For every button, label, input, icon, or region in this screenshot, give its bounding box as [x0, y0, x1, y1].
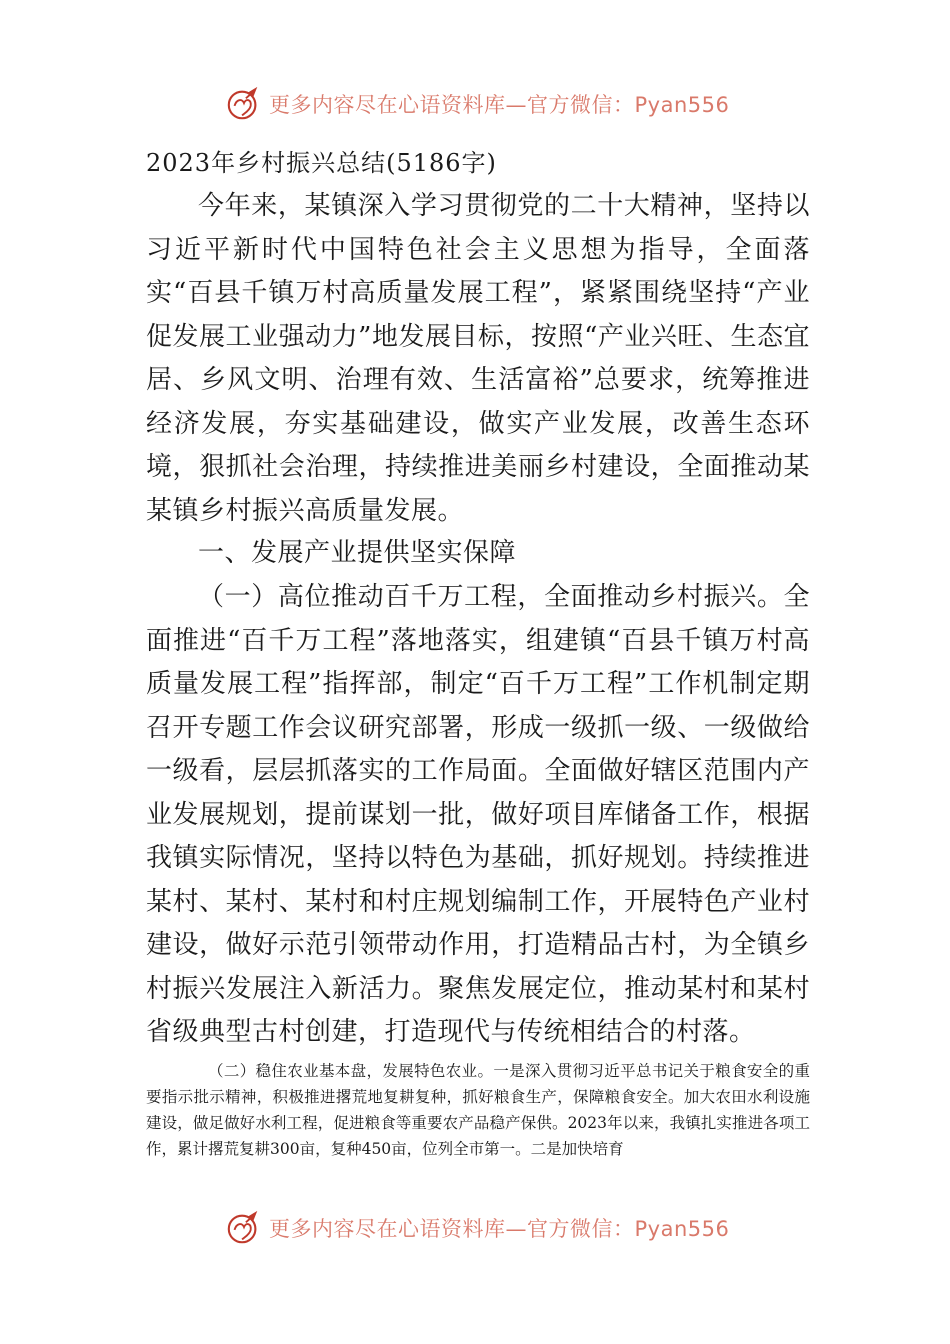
pen-heart-logo-icon	[225, 85, 263, 123]
section-heading-1: 一、发展产业提供坚实保障	[198, 538, 517, 568]
document-title: 2023年乡村振兴总结(5186字)	[146, 149, 497, 177]
pen-heart-logo-icon	[225, 1209, 263, 1247]
paragraph-intro: 今年来，某镇深入学习贯彻党的二十大精神，坚持以习近平新时代中国特色社会主义思想为指导，全面落实“百县千镇万村高质量发展工程”，紧紧围绕坚持“产业促发展工业强动力”地发展目标，按照“产业兴旺、生态宜居、乡风文明、治理有效、生活富裕”总要求，统筹推进经济发展，夯实基础建设，做实产业发展，改善生态环境，狠抓社会治理，持续推进美丽乡村建设，全面推动某某镇乡村振兴高质量发展。	[146, 191, 810, 526]
paragraph-section-1-1: （一）高位推动百千万工程，全面推动乡村振兴。全面推进“百千万工程”落地落实，组建镇“百县千镇万村高质量发展工程”指挥部，制定“百千万工程”工作机制定期召开专题工作会议研究部署，形成一级抓一级、一级做给一级看，层层抓落实的工作局面。全面做好辖区范围内产业发展规划，提前谋划一批，做好项目库储备工作，根据我镇实际情况，坚持以特色为基础，抓好规划。持续推进某村、某村、某村和村庄规划编制工作，开展特色产业村建设，做好示范引领带动作用，打造精品古村，为全镇乡村振兴发展注入新活力。聚焦发展定位，推动某村和某村省级典型古村创建，打造现代与传统相结合的村落。	[146, 582, 810, 1047]
watermark-text: 更多内容尽在心语资料库—官方微信：Pyan556	[269, 93, 730, 117]
paragraph-section-1-2: （二）稳住农业基本盘，发展特色农业。一是深入贯彻习近平总书记关于粮食安全的重要指示批示精神，积极推进撂荒地复耕复种，抓好粮食生产，保障粮食安全。加大农田水利设施建设，做足做好水利工程，促进粮食等重要农产品稳产保供。2023年以来，我镇扎实推进各项工作，累计撂荒复耕300亩，复种450亩，位列全市第一。二是加快培育	[146, 1062, 810, 1158]
watermark-banner-top	[225, 84, 730, 124]
watermark-banner-bottom	[225, 1208, 730, 1248]
watermark-text: 更多内容尽在心语资料库—官方微信：Pyan556	[269, 1217, 730, 1241]
